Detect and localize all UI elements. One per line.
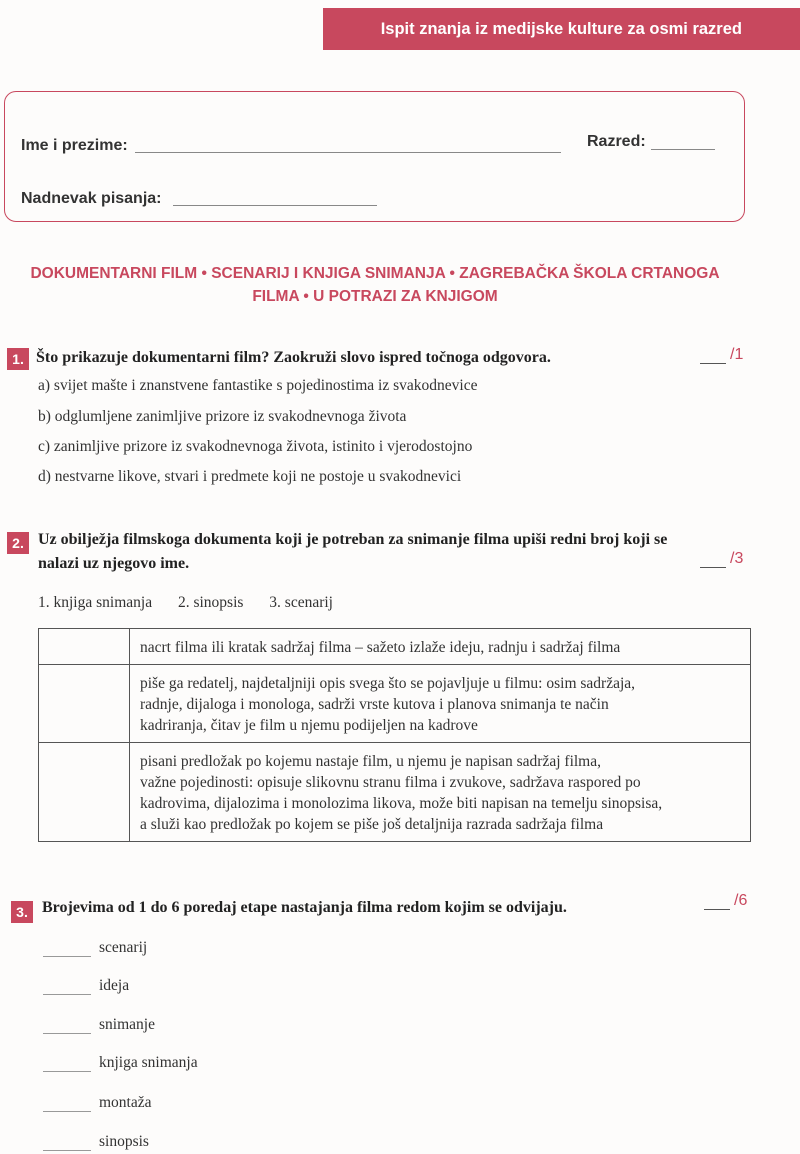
question-1-option-b[interactable]: b) odglumljene zanimljive prizore iz svakodnevnoga života bbox=[38, 408, 407, 425]
order-blank[interactable] bbox=[43, 980, 91, 995]
score-blank[interactable] bbox=[704, 895, 730, 910]
description-cell bbox=[130, 743, 751, 842]
question-2-terms bbox=[38, 594, 355, 612]
order-blank[interactable] bbox=[43, 1057, 91, 1072]
term-item: 1. knjiga snimanja bbox=[38, 594, 153, 611]
table-row bbox=[39, 743, 751, 842]
question-2-score bbox=[700, 550, 743, 568]
order-item bbox=[43, 1133, 149, 1151]
order-item-label: snimanje bbox=[99, 1016, 155, 1033]
page-header-title: Ispit znanja iz medijske kulture za osmi razred bbox=[380, 19, 742, 38]
question-2-max-points: /3 bbox=[730, 550, 744, 567]
order-item-label: knjiga snimanja bbox=[99, 1054, 198, 1071]
question-2-number: 2. bbox=[7, 532, 29, 554]
answer-cell[interactable] bbox=[39, 743, 130, 842]
order-item-label: scenarij bbox=[99, 939, 148, 956]
student-info-box bbox=[4, 91, 745, 222]
question-1-option-c[interactable]: c) zanimljive prizore iz svakodnevnoga života, istinito i vjerodostojno bbox=[38, 438, 473, 455]
question-3-text: Brojevima od 1 do 6 poredaj etape nastajanja filma redom kojim se odvijaju. bbox=[42, 899, 567, 916]
table-row bbox=[39, 629, 751, 665]
question-1-text: Što prikazuje dokumentarni film? Zaokruži slovo ispred točnoga odgovora. bbox=[36, 349, 551, 366]
name-label: Ime i prezime: bbox=[21, 137, 128, 154]
question-1-number: 1. bbox=[7, 348, 29, 370]
order-item bbox=[43, 1054, 198, 1072]
description-line: piše ga redatelj, najdetaljniji opis svega što se pojavljuje u filmu: osim sadržaja, bbox=[140, 675, 636, 692]
order-item-label: ideja bbox=[99, 977, 130, 994]
order-item-label: montaža bbox=[99, 1094, 152, 1111]
description-cell bbox=[130, 629, 751, 665]
description-line: a služi kao predložak po kojem se piše još detaljnija razrada sadržaja filma bbox=[140, 816, 604, 833]
question-3-max-points: /6 bbox=[734, 892, 748, 909]
description-line: nacrt filma ili kratak sadržaj filma – sažeto izlaže ideju, radnju i sadržaj filma bbox=[140, 639, 621, 656]
order-item-label: sinopsis bbox=[99, 1133, 149, 1150]
table-row bbox=[39, 665, 751, 743]
term-item: 2. sinopsis bbox=[177, 594, 244, 611]
header-banner bbox=[323, 8, 800, 50]
order-item bbox=[43, 1016, 155, 1034]
order-blank[interactable] bbox=[43, 1136, 91, 1151]
section-title-line-2: FILMA • U POTRAZI ZA KNJIGOM bbox=[252, 288, 498, 305]
score-blank[interactable] bbox=[700, 349, 726, 364]
question-1-option-a[interactable]: a) svijet mašte i znanstvene fantastike s pojedinostima iz svakodnevice bbox=[38, 377, 478, 394]
description-line: radnje, dijaloga i monologa, sadrži vrste kutova i planova snimanja te način bbox=[140, 696, 609, 713]
order-item bbox=[43, 939, 147, 957]
score-blank[interactable] bbox=[700, 553, 726, 568]
class-field[interactable] bbox=[651, 149, 715, 150]
name-field[interactable] bbox=[135, 152, 561, 153]
description-cell bbox=[130, 665, 751, 743]
question-3-number: 3. bbox=[11, 901, 33, 923]
date-field[interactable] bbox=[173, 205, 377, 206]
order-item bbox=[43, 1094, 152, 1112]
question-1-max-points: /1 bbox=[730, 346, 744, 363]
order-blank[interactable] bbox=[43, 1019, 91, 1034]
question-2-text-line-2: nalazi uz njegovo ime. bbox=[38, 555, 190, 572]
question-1-score bbox=[700, 346, 743, 364]
section-title-line-1: DOKUMENTARNI FILM • SCENARIJ I KNJIGA SNIMANJA • ZAGREBAČKA ŠKOLA CRTANOGA bbox=[30, 265, 720, 282]
answer-cell[interactable] bbox=[39, 629, 130, 665]
answer-cell[interactable] bbox=[39, 665, 130, 743]
term-item: 3. scenarij bbox=[269, 594, 333, 611]
class-label: Razred: bbox=[587, 133, 646, 150]
question-3-score bbox=[704, 892, 747, 910]
description-line: kadrovima, dijalozima i monolozima likova, može biti napisan na temelju sinopsisa, bbox=[140, 795, 663, 812]
date-label: Nadnevak pisanja: bbox=[21, 190, 162, 207]
question-2-text bbox=[38, 528, 667, 576]
description-line: kadriranja, čitav je film u njemu podijeljen na kadrove bbox=[140, 717, 478, 734]
order-blank[interactable] bbox=[43, 1097, 91, 1112]
question-2-table bbox=[38, 628, 751, 842]
order-blank[interactable] bbox=[43, 942, 91, 957]
description-line: važne pojedinosti: opisuje slikovnu stranu filma i zvukove, sadržava raspored po bbox=[140, 774, 641, 791]
question-1-option-d[interactable]: d) nestvarne likove, stvari i predmete koji ne postoje u svakodnevici bbox=[38, 468, 462, 485]
order-item bbox=[43, 977, 129, 995]
question-2-text-line-1: Uz obilježja filmskoga dokumenta koji je potreban za snimanje filma upiši redni broj koji se bbox=[38, 531, 668, 548]
section-title bbox=[15, 262, 735, 308]
description-line: pisani predložak po kojemu nastaje film, u njemu je napisan sadržaj filma, bbox=[140, 753, 601, 770]
